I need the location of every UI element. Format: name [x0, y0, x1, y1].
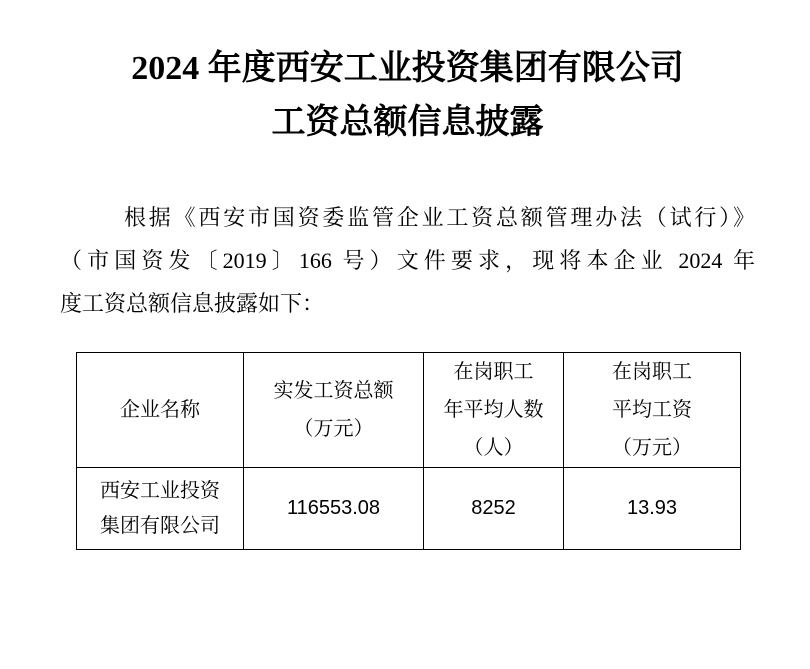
- document-title: [60, 42, 755, 150]
- header-line: 在岗职工: [453, 361, 534, 383]
- header-line: （人）: [463, 437, 524, 459]
- paragraph-line-2: （市国资发〔2019〕166 号）文件要求，现将本企业 2024 年: [60, 248, 755, 273]
- company-name-line: 西安工业投资: [100, 479, 220, 502]
- header-line: 年平均人数: [443, 399, 544, 421]
- table-row: [77, 468, 741, 550]
- title-line-1: 2024 年度西安工业投资集团有限公司: [131, 50, 684, 87]
- company-name-line: 集团有限公司: [100, 514, 220, 537]
- header-avg-headcount: [424, 353, 564, 468]
- intro-paragraph: [60, 196, 755, 325]
- cell-avg-wage: 13.93: [564, 468, 741, 550]
- header-line: （万元）: [293, 418, 374, 440]
- paragraph-line-3: 度工资总额信息披露如下：: [60, 291, 325, 316]
- header-avg-wage: [564, 353, 741, 468]
- header-line: 实发工资总额: [273, 380, 394, 402]
- cell-avg-headcount: 8252: [424, 468, 564, 550]
- paragraph-line-1: 根据《西安市国资委监管企业工资总额管理办法（试行）》: [124, 205, 755, 230]
- cell-company-name: [77, 468, 244, 550]
- header-line: 平均工资: [612, 399, 692, 421]
- header-total-wages: [244, 353, 424, 468]
- table-header-row: [77, 353, 741, 468]
- cell-total-wages: 116553.08: [244, 468, 424, 550]
- wage-disclosure-table: [76, 352, 741, 550]
- header-line: （万元）: [612, 437, 692, 459]
- header-line: 在岗职工: [612, 361, 692, 383]
- header-company-name: [77, 353, 244, 468]
- title-line-2: 工资总额信息披露: [271, 104, 544, 141]
- header-line: 企业名称: [120, 399, 200, 421]
